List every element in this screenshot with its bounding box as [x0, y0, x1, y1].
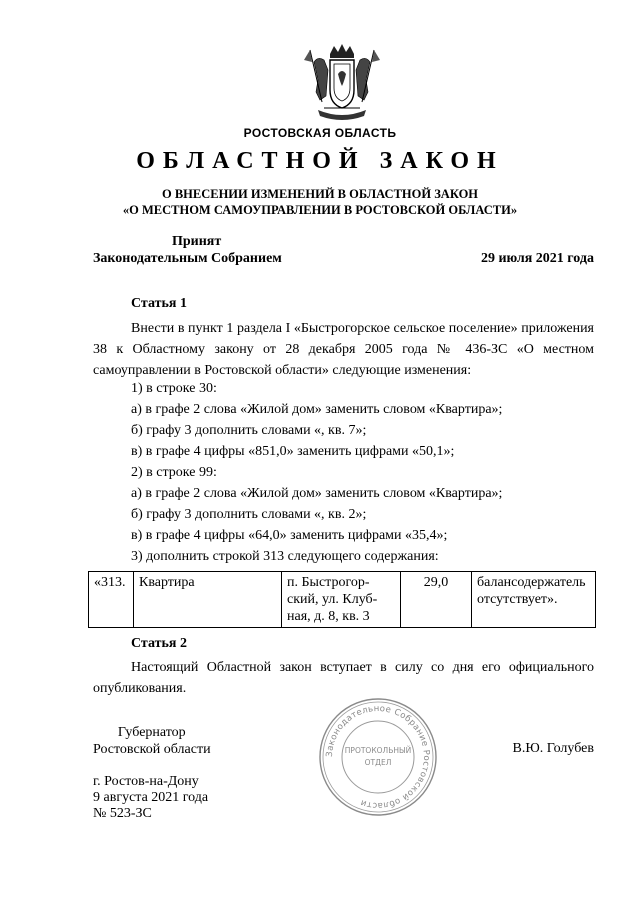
governor-name: В.Ю. Голубев [512, 741, 594, 756]
table-cell-object: Квартира [134, 572, 282, 628]
address-line: п. Быстрогор- [287, 575, 370, 590]
place: г. Ростов-на-Дону [93, 774, 199, 789]
amendment-line: в) в графе 4 цифры «851,0» заменить цифрами «50,1»; [131, 444, 455, 459]
subtitle-line: «О МЕСТНОМ САМОУПРАВЛЕНИИ В РОСТОВСКОЙ ОБЛАСТИ» [122, 203, 518, 217]
law-number: № 523-ЗС [93, 806, 152, 821]
adopted-label: Принят [172, 234, 222, 249]
amendment-line: а) в графе 2 слова «Жилой дом» заменить словом «Квартира»; [131, 402, 503, 417]
coat-of-arms-emblem [300, 40, 384, 124]
governor-title [93, 724, 211, 758]
table-cell-holder [472, 572, 596, 628]
seal-center-text: ОТДЕЛ [364, 758, 392, 767]
article-1-title: Статья 1 [131, 296, 187, 311]
governor-title-line: Ростовской области [93, 742, 211, 757]
adopted-date: 29 июля 2021 года [480, 251, 594, 266]
region-name: РОСТОВСКАЯ ОБЛАСТЬ [243, 126, 397, 140]
place-date-number [93, 774, 208, 822]
amendment-line: а) в графе 2 слова «Жилой дом» заменить словом «Квартира»; [131, 486, 503, 501]
adopted-by: Законодательным Собранием [93, 251, 282, 266]
address-line: ная, д. 8, кв. 3 [287, 609, 370, 624]
seal-ring-text: Законодательное Собрание Ростовской области [324, 703, 432, 811]
amendment-line: 3) дополнить строкой 313 следующего содержания: [131, 549, 439, 564]
official-seal-stamp [316, 695, 440, 819]
table-cell-area: 29,0 [401, 572, 472, 628]
subtitle-line: О ВНЕСЕНИИ ИЗМЕНЕНИЙ В ОБЛАСТНОЙ ЗАКОН [161, 187, 479, 201]
amendment-line: б) графу 3 дополнить словами «, кв. 2»; [131, 507, 367, 522]
table-cell-address [282, 572, 401, 628]
svg-text:Законодательное Собрание Росто [325, 704, 431, 810]
holder-line: отсутствует». [477, 592, 558, 607]
address-line: ский, ул. Клуб- [287, 592, 378, 607]
amendment-line: 2) в строке 99: [131, 465, 217, 480]
law-subtitle [0, 186, 640, 218]
governor-title-line: Губернатор [117, 725, 186, 740]
table-cell-number: «313. [89, 572, 134, 628]
document-type-title: ОБЛАСТНОЙ ЗАКОН [136, 148, 504, 174]
article-2-text: Настоящий Областной закон вступает в силу со дня его официального опубликования. [93, 660, 594, 696]
table-row [89, 572, 596, 628]
amendment-table [88, 571, 596, 628]
article-2-title: Статья 2 [131, 636, 187, 651]
amendment-line: б) графу 3 дополнить словами «, кв. 7»; [131, 423, 367, 438]
amendment-line: в) в графе 4 цифры «64,0» заменить цифрами «35,4»; [131, 528, 448, 543]
article-1-intro: Внести в пункт 1 раздела I «Быстрогорское сельское поселение» приложения 38 к Областному закону от 28 декабря 2005 года № 436-ЗС «О местном самоуправлении в Ростовской области» следующие изменения: [93, 321, 594, 378]
seal-center-text: ПРОТОКОЛЬНЫЙ [344, 746, 412, 755]
signing-date: 9 августа 2021 года [93, 790, 209, 805]
holder-line: балансодержатель [477, 575, 586, 590]
amendment-line: 1) в строке 30: [131, 381, 217, 396]
